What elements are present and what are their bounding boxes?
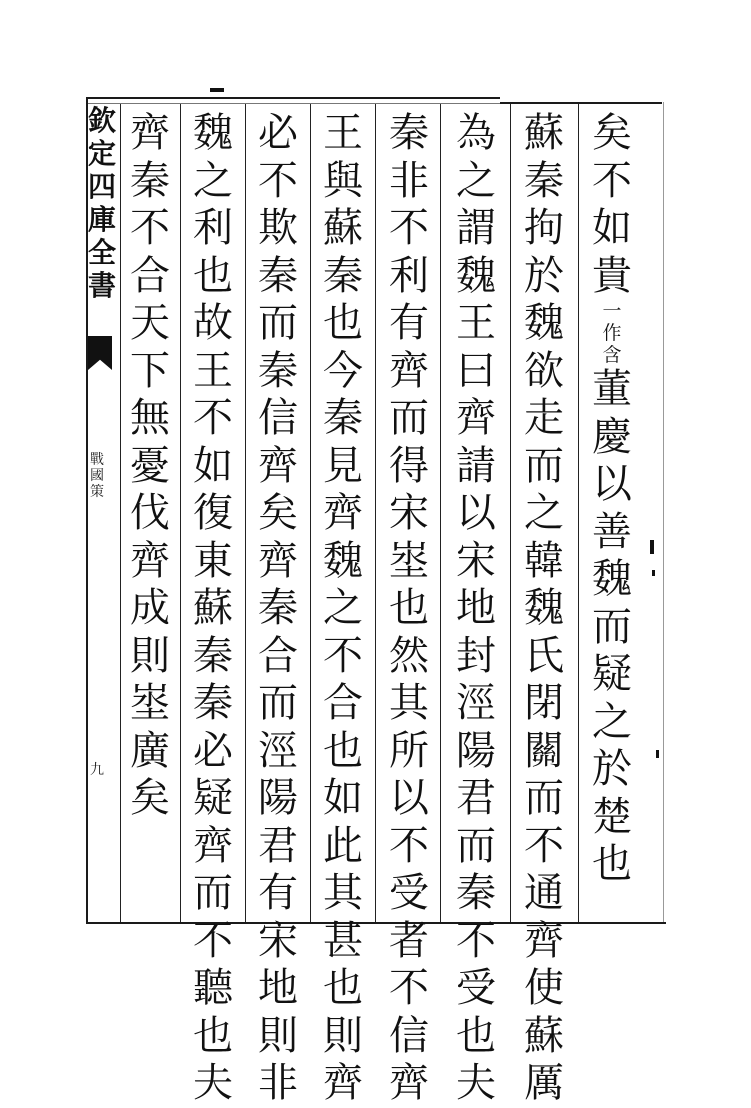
column-divider <box>120 104 121 922</box>
column-tail-text: 董慶以善魏而疑之於楚也 <box>592 366 632 887</box>
column-main-text: 蘇秦拘於魏欲走而之韓魏氏閉關而不通齊使蘇厲 <box>524 110 564 1106</box>
text-column-2 <box>520 110 568 1108</box>
fish-tail-mark-icon <box>88 336 112 370</box>
column-main-text: 必不欺秦而秦信齊矣齊秦合而涇陽君有宋地則非 <box>258 110 298 1106</box>
column-divider <box>245 104 246 922</box>
text-column-7 <box>189 110 237 1108</box>
text-column-1 <box>588 110 636 889</box>
column-main-text: 為之謂魏王曰齊請以宋地封涇陽君而秦不受也夫 <box>456 110 496 1106</box>
text-column-8 <box>126 110 174 823</box>
text-column-5 <box>319 110 367 1108</box>
column-divider <box>440 104 441 922</box>
column-main-text: 魏之利也故王不如復東蘇秦秦必疑齊而不聽也夫 <box>193 110 233 1106</box>
frame-top-thin-rule <box>88 103 500 104</box>
scan-speck <box>656 750 659 758</box>
frame-bottom-rule <box>86 922 666 924</box>
gutter-book-title: 欽定四庫全書 <box>88 104 117 302</box>
column-divider <box>510 104 511 922</box>
column-main-text: 齊秦不合天下無憂伐齊成則埊廣矣 <box>130 110 170 821</box>
column-divider <box>310 104 311 922</box>
scan-speck <box>652 570 655 576</box>
gutter-page-number: 九 <box>90 762 104 778</box>
text-column-4 <box>385 110 433 1108</box>
column-divider <box>578 104 579 922</box>
gutter-section-name: 戰國策 <box>90 452 104 500</box>
text-column-6 <box>254 110 302 1108</box>
frame-right-rule <box>663 102 664 922</box>
text-column-3 <box>452 110 500 1108</box>
column-main-text: 矣不如貴 <box>592 110 632 299</box>
scan-speck <box>210 88 224 92</box>
column-divider <box>180 104 181 922</box>
frame-top-rule <box>88 97 500 99</box>
scan-speck <box>650 540 654 554</box>
column-divider <box>375 104 376 922</box>
column-main-text: 王與蘇秦也今秦見齊魏之不合也如此其甚也則齊 <box>323 110 363 1106</box>
interlinear-note: 一作含 <box>602 300 622 366</box>
frame-top-right-rule <box>500 102 662 104</box>
column-main-text: 秦非不利有齊而得宋埊也然其所以不受者不信齊 <box>389 110 429 1106</box>
